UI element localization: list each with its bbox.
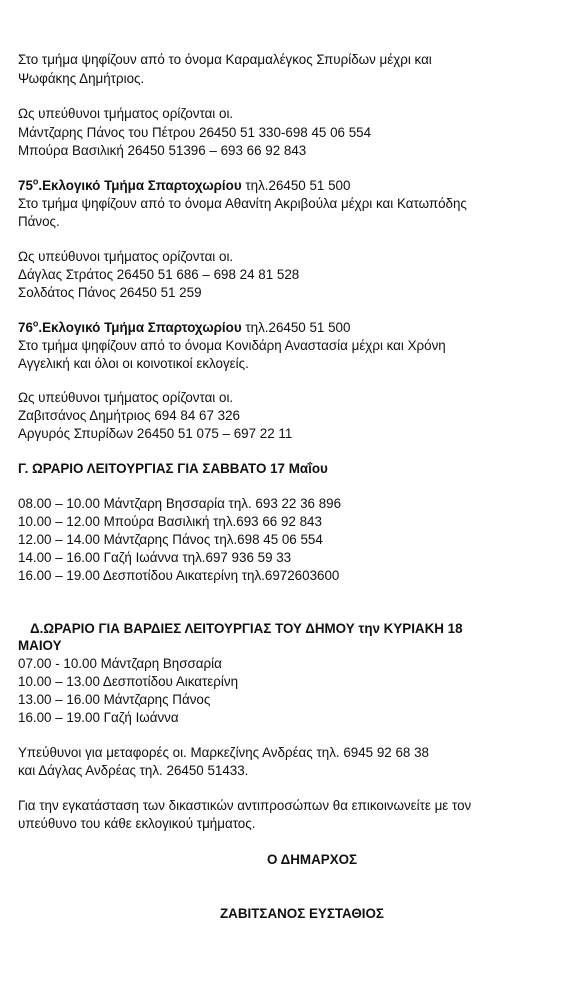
paragraph-line: Στο τμήμα ψηφίζουν από το όνομα Αθανίτη Ακριβούλα μέχρι και Κατωπόδης	[18, 196, 467, 211]
saturday-heading: Γ. ΩΡΑΡΙΟ ΛΕΙΤΟΥΡΓΙΑΣ ΓΙΑ ΣΑΒΒΑΤΟ 17 Μαΐου	[18, 461, 328, 476]
section-76-heading	[18, 319, 350, 336]
responsible-intro: Ως υπεύθυνοι τμήματος ορίζονται οι.	[18, 249, 234, 264]
responsible-intro: Ως υπεύθυνοι τμήματος ορίζονται οι.	[18, 390, 234, 405]
schedule-row: 16.00 – 19.00 Γαζή Ιωάννα	[18, 710, 179, 725]
section-number: 75	[18, 178, 33, 193]
responsible-person: Ζαβιτσάνος Δημήτριος 694 84 67 326	[18, 408, 240, 423]
signature-role: Ο ΔΗΜΑΡΧΟΣ	[267, 852, 358, 867]
transport-line: Υπεύθυνοι για μεταφορές οι. Μαρκεζίνης Ανδρέας τηλ. 6945 92 68 38	[18, 745, 429, 760]
section-number-sup: ο	[32, 176, 39, 187]
responsible-intro: Ως υπεύθυνοι τμήματος ορίζονται οι.	[18, 106, 234, 121]
schedule-row: 08.00 – 10.00 Μάντζαρη Βησσαρία τηλ. 693 22 36 896	[18, 496, 342, 511]
paragraph-line: Στο τμήμα ψηφίζουν από το όνομα Καραμαλέγκος Σπυρίδων μέχρι και	[18, 52, 432, 67]
installation-line: Για την εγκατάσταση των δικαστικών αντιπροσώπων θα επικοινωνείτε με τον	[18, 798, 472, 813]
sunday-heading: Δ.ΩΡΑΡΙΟ ΓΙΑ ΒΑΡΔΙΕΣ ΛΕΙΤΟΥΡΓΙΑΣ ΤΟΥ ΔΗΜΟΥ την ΚΥΡΙΑΚΗ 18	[30, 621, 463, 636]
installation-line: υπεύθυνο του κάθε εκλογικού τμήματος.	[18, 816, 256, 831]
section-title: .Εκλογικό Τμήμα Σπαρτοχωρίου	[38, 178, 242, 193]
section-number: 76	[18, 320, 33, 335]
responsible-person: Σολδάτος Πάνος 26450 51 259	[18, 285, 202, 300]
schedule-row: 10.00 – 12.00 Μπούρα Βασιλική τηλ.693 66 92 843	[18, 514, 322, 529]
section-phone: τηλ.26450 51 500	[241, 320, 351, 335]
sunday-heading-cont: ΜΑΙΟΥ	[18, 638, 62, 653]
schedule-row: 14.00 – 16.00 Γαζή Ιωάννα τηλ.697 936 59 33	[18, 550, 292, 565]
responsible-person: Αργυρός Σπυρίδων 26450 51 075 – 697 22 11	[18, 426, 293, 441]
signature-name: ΖΑΒΙΤΣΑΝΟΣ ΕΥΣΤΑΘΙΟΣ	[220, 906, 384, 921]
paragraph-line: Ψωφάκης Δημήτριος.	[18, 71, 145, 86]
section-phone: τηλ.26450 51 500	[241, 178, 351, 193]
schedule-row: 07.00 - 10.00 Μάντζαρη Βησσαρία	[18, 656, 222, 671]
transport-line: και Δάγλας Ανδρέας τηλ. 26450 51433.	[18, 763, 249, 778]
responsible-person: Μάντζαρης Πάνος του Πέτρου 26450 51 330-698 45 06 554	[18, 125, 372, 140]
section-number-sup: ο	[32, 318, 39, 329]
schedule-row: 10.00 – 13.00 Δεσποτίδου Αικατερίνη	[18, 674, 239, 689]
paragraph-line: Στο τμήμα ψηφίζουν από το όνομα Κονιδάρη Αναστασία μέχρι και Χρόνη	[18, 338, 446, 353]
responsible-person: Μπούρα Βασιλική 26450 51396 – 693 66 92 843	[18, 143, 307, 158]
schedule-row: 12.00 – 14.00 Μάντζαρης Πάνος τηλ.698 45 06 554	[18, 532, 323, 547]
schedule-row: 16.00 – 19.00 Δεσποτίδου Αικατερίνη τηλ.6972603600	[18, 568, 340, 583]
responsible-person: Δάγλας Στράτος 26450 51 686 – 698 24 81 528	[18, 267, 300, 282]
section-75-heading	[18, 177, 350, 194]
paragraph-line: Πάνος.	[18, 214, 60, 229]
paragraph-line: Αγγελική και όλοι οι κοινοτικοί εκλογείς.	[18, 356, 249, 371]
schedule-row: 13.00 – 16.00 Μάντζαρης Πάνος	[18, 692, 211, 707]
section-title: .Εκλογικό Τμήμα Σπαρτοχωρίου	[38, 320, 242, 335]
